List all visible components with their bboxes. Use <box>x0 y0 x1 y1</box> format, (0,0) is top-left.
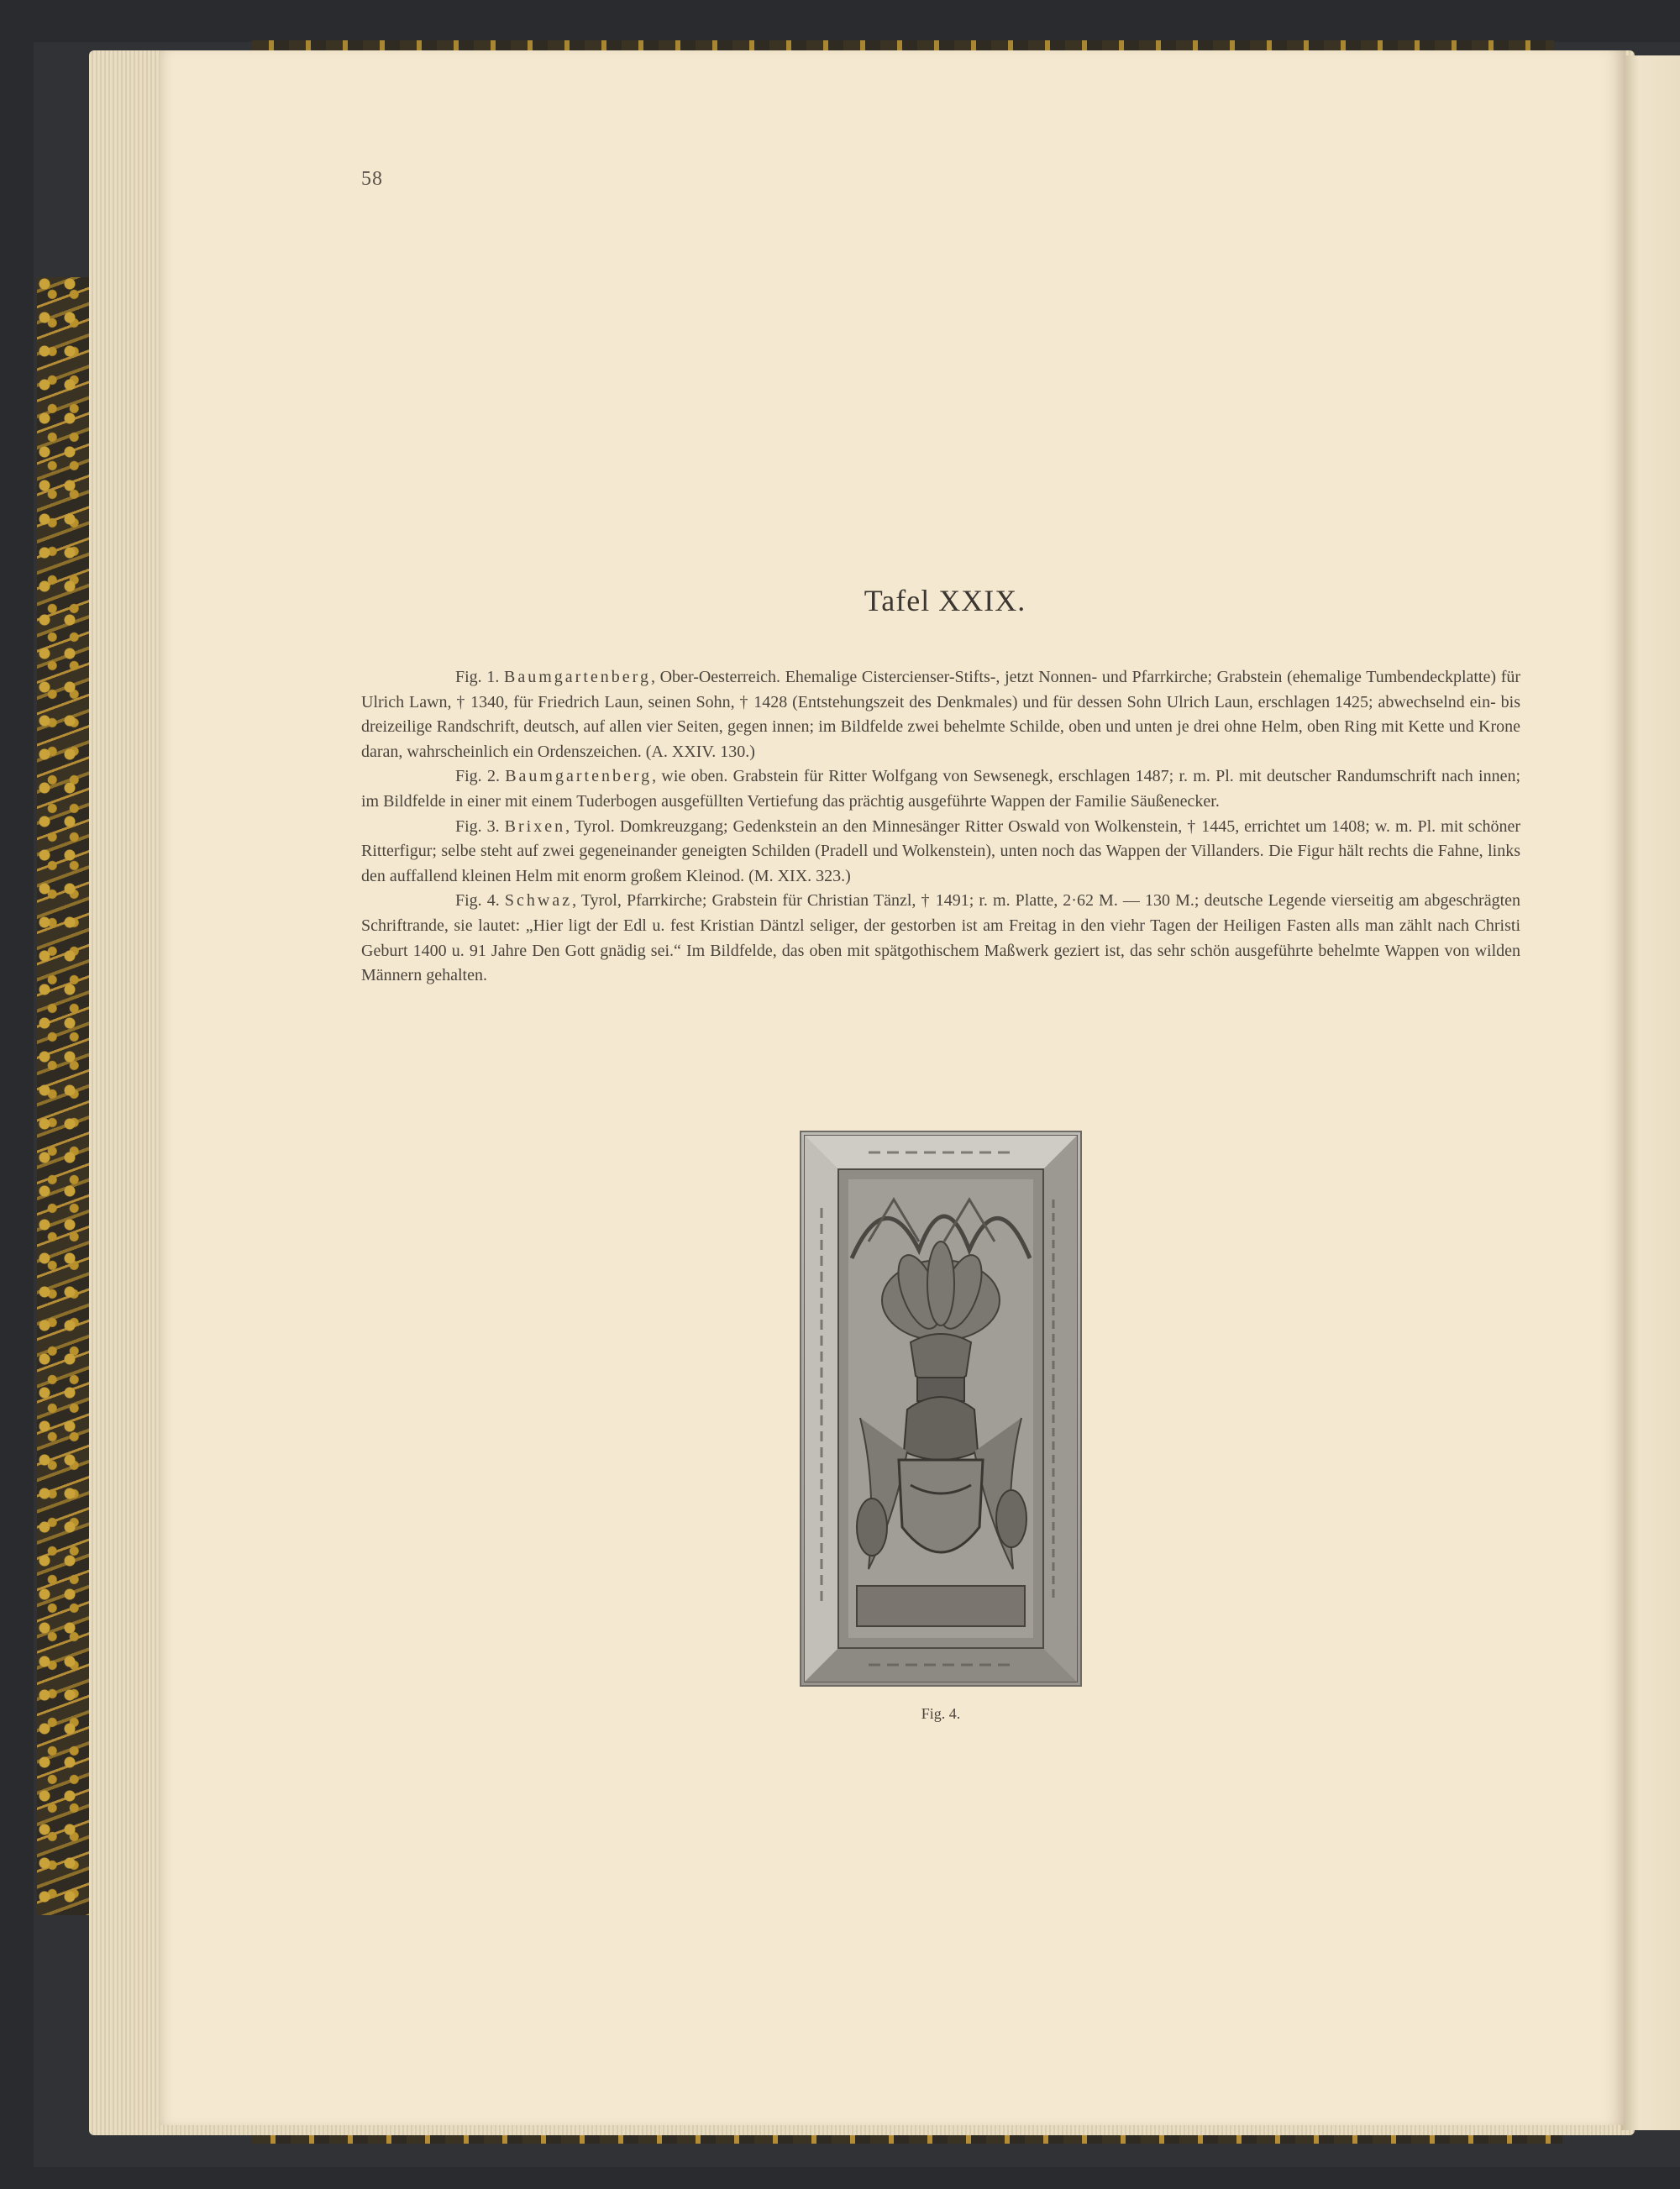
paragraph-fig-1 <box>361 665 1520 764</box>
paragraph-fig-2 <box>361 764 1520 814</box>
page-number: 58 <box>361 168 383 190</box>
fig-label: Fig. 1. <box>455 668 500 686</box>
paragraph-text: , Ober-Oesterreich. Ehemalige Cistercienser-Stifts-, jetzt Nonnen- und Pfarrkirche; Grabstein (ehemalige Tumbendeckplatte) für Ulrich Lawn, † 1340, für Friedrich Laun, seinen Sohn, † 1428 (Entstehungszeit des Denkmales) und für dessen Sohn Ulrich Laun, erschlagen 1425; abwechselnd ein- bis dreizeilige Randschrift, deutsch, auf allen vier Seiten, gegen innen; im Bildfelde zwei behelmte Schilde, oben und unten je drei ohne Helm, oben Ring mit Kette und Krone daran, wahrscheinlich ein Ordenszeichen. (A. XXIV. 130.) <box>361 668 1521 761</box>
place-name: Brixen <box>504 816 566 836</box>
paragraph-text: , wie oben. Grabstein für Ritter Wolfgang von Sewsenegk, erschlagen 1487; r. m. Pl. mit deutscher Randumschrift nach innen; im Bildfelde in einer mit einem Tuderbogen ausgefüllten Vertiefung das prächtig ausgeführte Wappen der Familie Säußenecker. <box>361 767 1520 811</box>
fig-label: Fig. 3. <box>455 816 500 836</box>
fig-label: Fig. 2. <box>455 767 500 786</box>
paragraph-text: , Tyrol. Domkreuzgang; Gedenkstein an den Minnesänger Ritter Oswald von Wolkenstein, † 1445, errichtet um 1408; w. m. Pl. mit schöner Ritterfigur; selbe steht auf zwei gegeneinander geneigten Schilden (Pradell und Wolkenstein), unten noch das Wappen der Villanders. Die Figur hält rechts die Fahne, links den auffallend kleinen Helm mit enorm großem Kleinod. (M. XIX. 323.) <box>361 816 1520 885</box>
marbled-edge-left <box>37 277 96 1915</box>
book-page <box>160 50 1625 2125</box>
paragraph-fig-3 <box>361 815 1520 890</box>
place-name: Baumgartenberg <box>505 767 653 786</box>
facing-page-edge <box>1621 55 1680 2130</box>
figure-caption: Fig. 4. <box>921 1705 961 1722</box>
fig-label: Fig. 4. <box>455 891 500 911</box>
paragraph-text: , Tyrol, Pfarrkirche; Grabstein für Christian Tänzl, † 1491; r. m. Platte, 2·62 M. — 130 M.; deutsche Legende vierseitig am abgeschrägten Schriftrande, sie lautet: „Hier ligt der Edl u. fest Kristian Däntzl seliger, der gestorben ist am Freitag in den viehr Tagen der Heiligen Fasten alls man zählt nach Christi Geburt 1400 u. 91 Jahre Den Gott gnädig sei.“ Im Bildfelde, das oben mit spätgothischem Maßwerk geziert ist, das sehr schön ausgeführte behelmte Wappen von wilden Männern gehalten. <box>361 891 1520 985</box>
paragraph-fig-4 <box>361 889 1520 988</box>
tombstone-illustration <box>801 1132 1080 1685</box>
place-name: Baumgartenberg <box>504 668 651 686</box>
place-name: Schwaz <box>504 891 573 911</box>
description-text <box>361 665 1520 989</box>
tombstone-engraving <box>800 1131 1082 1687</box>
plate-title: Tafel XXIX. <box>864 584 1026 617</box>
